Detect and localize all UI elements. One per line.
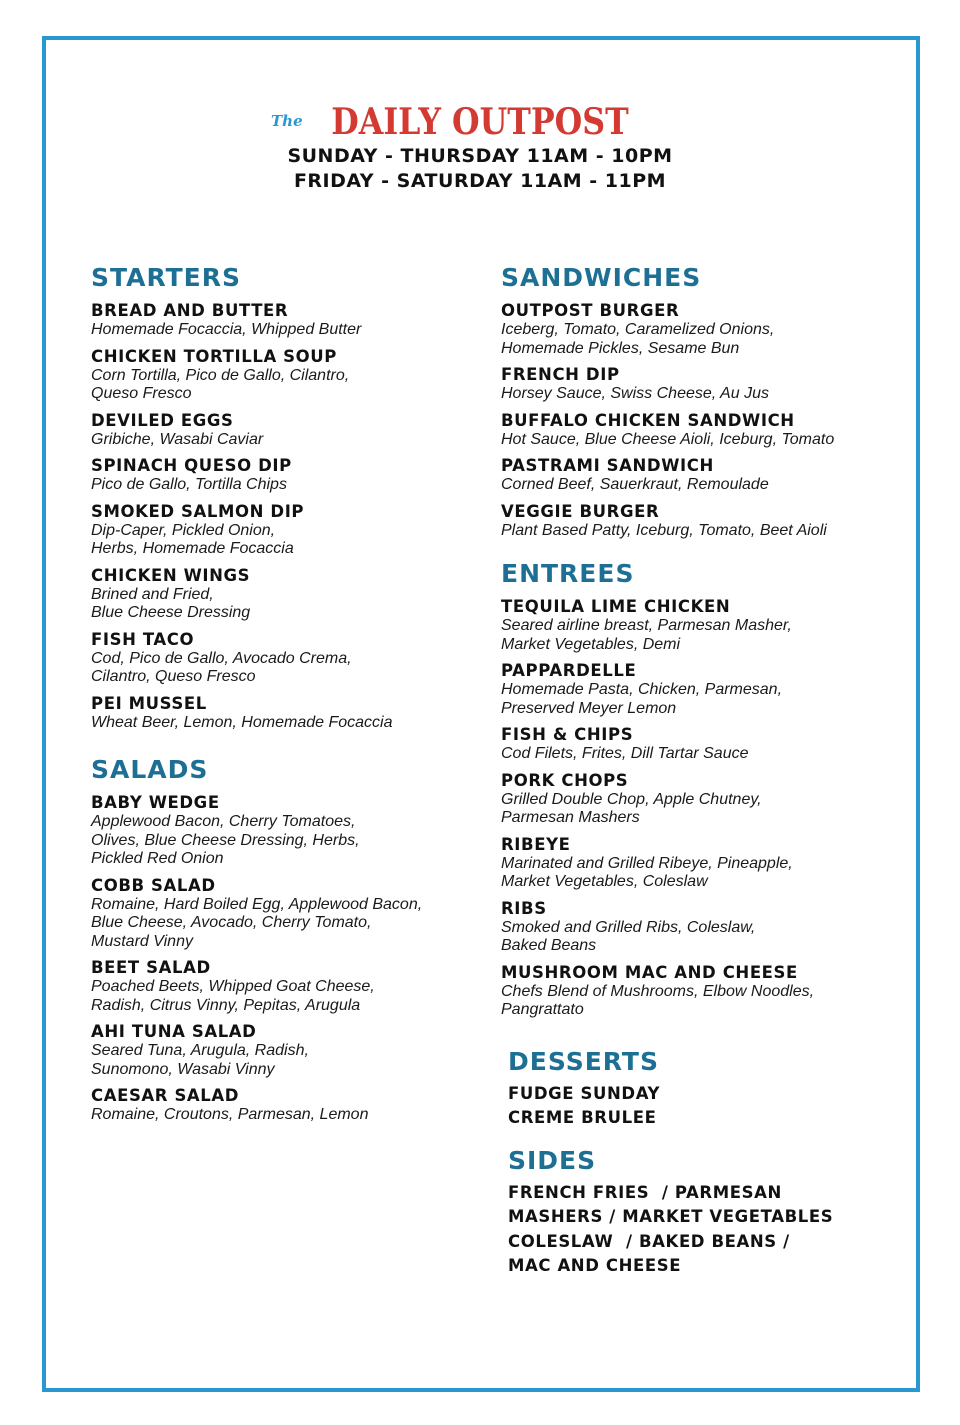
item-name: SMOKED SALMON DIP	[91, 501, 305, 521]
menu-item	[501, 835, 901, 892]
item-name: CHICKEN WINGS	[91, 565, 251, 585]
section-title-sides: SIDES	[508, 1145, 597, 1175]
item-name: BABY WEDGE	[91, 793, 220, 812]
menu-item	[91, 456, 471, 495]
hours-weekend: FRIDAY - SATURDAY 11AM - 11PM	[293, 170, 667, 192]
item-name: SPINACH QUESO DIP	[91, 456, 292, 475]
item-description: Corn Tortilla, Pico de Gallo, Cilantro, Queso Fresco	[91, 366, 350, 402]
menu-item	[91, 1022, 471, 1079]
item-description: Brined and Fried, Blue Cheese Dressing	[91, 585, 251, 621]
menu-item	[91, 502, 471, 559]
menu-item	[501, 771, 901, 828]
item-name: OUTPOST BURGER	[501, 301, 680, 320]
item-name: BUFFALO CHICKEN SANDWICH	[501, 410, 795, 430]
item-description: Plant Based Patty, Iceburg, Tomato, Beet Aioli	[501, 521, 827, 539]
item-name: DEVILED EGGS	[91, 410, 234, 430]
brand-name: DAILY OUTPOST	[331, 101, 629, 143]
item-description: Corned Beef, Sauerkraut, Remoulade	[501, 476, 769, 493]
menu-item	[91, 301, 471, 340]
item-description: Homemade Focaccia, Whipped Butter	[91, 321, 362, 338]
menu-item	[501, 502, 901, 541]
sides-section	[501, 1145, 901, 1279]
item-name: RIBEYE	[501, 834, 571, 854]
menu-item	[91, 1086, 471, 1125]
desserts-section	[501, 1046, 901, 1131]
item-description: Iceberg, Tomato, Caramelized Onions, Homemade Pickles, Sesame Bun	[501, 321, 775, 357]
section-title-starters: STARTERS	[91, 263, 241, 292]
item-name: BREAD AND BUTTER	[91, 301, 289, 320]
menu-item	[91, 347, 471, 404]
menu-item	[501, 411, 901, 450]
item-description: Homemade Pasta, Chicken, Parmesan, Preserved Meyer Lemon	[501, 681, 783, 717]
item-description: Applewood Bacon, Cherry Tomatoes, Olives, Blue Cheese Dressing, Herbs, Pickled Red Onion	[91, 813, 360, 867]
section-title-entrees: ENTREES	[501, 559, 635, 588]
item-name: FISH & CHIPS	[501, 725, 634, 744]
item-description: Chefs Blend of Mushrooms, Elbow Noodles, Pangrattato	[501, 982, 815, 1018]
item-description: Horsey Sauce, Swiss Cheese, Au Jus	[501, 385, 769, 402]
item-description: Hot Sauce, Blue Cheese Aioli, Iceburg, Tomato	[501, 430, 835, 448]
dessert-item: CREME BRULEE	[508, 1108, 657, 1127]
menu-item	[501, 963, 901, 1020]
menu-item	[91, 958, 471, 1015]
sides-line: COLESLAW / BAKED BEANS /	[508, 1231, 790, 1251]
menu-header	[0, 100, 960, 194]
item-name: MUSHROOM MAC AND CHEESE	[501, 962, 798, 982]
item-description: Grilled Double Chop, Apple Chutney, Parmesan Mashers	[501, 790, 762, 826]
menu-item	[91, 876, 471, 952]
starters-section	[91, 262, 471, 732]
item-name: VEGGIE BURGER	[501, 501, 660, 521]
item-name: PEI MUSSEL	[91, 693, 207, 713]
menu-item	[501, 597, 901, 654]
item-description: Seared Tuna, Arugula, Radish, Sunomono, Wasabi Vinny	[91, 1042, 309, 1078]
item-name: COBB SALAD	[91, 875, 216, 895]
brand-the: The	[271, 112, 303, 130]
menu-item	[501, 456, 901, 495]
item-description: Marinated and Grilled Ribeye, Pineapple, Market Vegetables, Coleslaw	[501, 854, 793, 890]
item-name: FRENCH DIP	[501, 365, 620, 384]
item-name: AHI TUNA SALAD	[91, 1022, 257, 1041]
item-name: CHICKEN TORTILLA SOUP	[91, 346, 337, 366]
item-description: Cod, Pico de Gallo, Avocado Crema, Cilantro, Queso Fresco	[91, 649, 352, 685]
item-description: Cod Filets, Frites, Dill Tartar Sauce	[501, 745, 749, 762]
item-description: Romaine, Hard Boiled Egg, Applewood Bacon, Blue Cheese, Avocado, Cherry Tomato, Mustard Vinny	[91, 895, 423, 950]
item-description: Pico de Gallo, Tortilla Chips	[91, 476, 287, 493]
menu-item	[501, 365, 901, 404]
left-column	[91, 262, 471, 1125]
section-title-salads: SALADS	[91, 755, 209, 784]
sides-line: MAC AND CHEESE	[508, 1256, 682, 1275]
menu-item	[91, 566, 471, 623]
menu-item	[501, 725, 901, 764]
item-description: Wheat Beer, Lemon, Homemade Focaccia	[91, 713, 393, 731]
item-name: PAPPARDELLE	[501, 661, 637, 680]
item-description: Dip-Caper, Pickled Onion, Herbs, Homemade Focaccia	[91, 521, 294, 557]
menu-item	[91, 793, 471, 869]
item-description: Romaine, Croutons, Parmesan, Lemon	[91, 1106, 369, 1123]
item-name: CAESAR SALAD	[91, 1086, 240, 1105]
item-description: Gribiche, Wasabi Caviar	[91, 430, 264, 448]
sides-line: MASHERS / MARKET VEGETABLES	[508, 1207, 834, 1226]
entrees-section	[501, 558, 901, 1020]
sandwiches-section	[501, 262, 901, 540]
menu-item	[501, 301, 901, 358]
section-title-desserts: DESSERTS	[508, 1046, 659, 1076]
menu-item	[91, 694, 471, 733]
menu-item	[91, 630, 471, 687]
right-column	[501, 262, 901, 1279]
item-description: Seared airline breast, Parmesan Masher, Market Vegetables, Demi	[501, 617, 792, 653]
item-name: TEQUILA LIME CHICKEN	[501, 597, 731, 616]
section-title-sandwiches: SANDWICHES	[501, 263, 702, 292]
salads-section	[91, 754, 471, 1125]
menu-item	[501, 661, 901, 718]
item-name: PASTRAMI SANDWICH	[501, 456, 714, 475]
dessert-item: FUDGE SUNDAY	[508, 1083, 661, 1103]
hours-weekday: SUNDAY - THURSDAY 11AM - 10PM	[287, 145, 673, 167]
item-name: RIBS	[501, 898, 547, 918]
menu-item	[91, 411, 471, 450]
brand-logo	[271, 100, 649, 144]
item-name: PORK CHOPS	[501, 770, 629, 790]
sides-line: FRENCH FRIES / PARMESAN	[508, 1182, 782, 1202]
item-name: FISH TACO	[91, 629, 195, 649]
item-description: Poached Beets, Whipped Goat Cheese, Radish, Citrus Vinny, Pepitas, Arugula	[91, 978, 375, 1014]
menu-item	[501, 899, 901, 956]
item-description: Smoked and Grilled Ribs, Coleslaw, Baked Beans	[501, 918, 756, 954]
item-name: BEET SALAD	[91, 958, 211, 977]
